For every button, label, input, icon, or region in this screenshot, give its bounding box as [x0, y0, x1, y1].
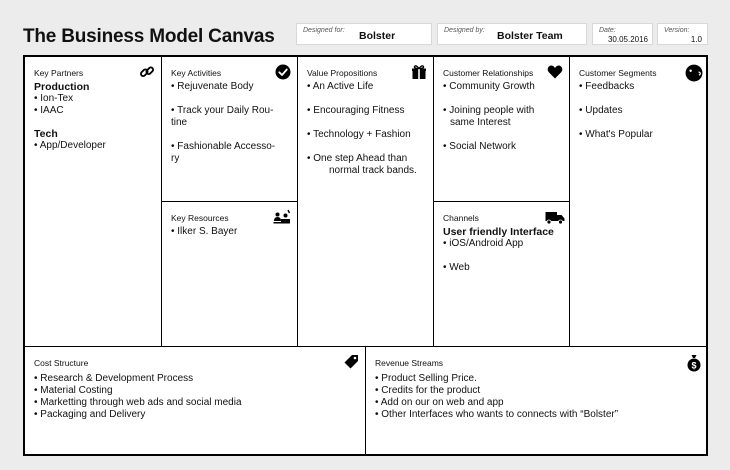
face-icon	[685, 64, 703, 82]
list-item: • What's Popular	[579, 129, 653, 140]
list-item: • Rejuvenate Body	[171, 81, 254, 92]
date-label: Date:	[599, 27, 616, 34]
list-item: • Updates	[579, 105, 623, 116]
list-item: • One step Ahead than	[307, 153, 408, 164]
list-item: • An Active Life	[307, 81, 374, 92]
check-icon	[275, 64, 291, 80]
list-item: • Packaging and Delivery	[34, 409, 146, 420]
cost-structure-block[interactable]	[25, 347, 366, 454]
list-item: • IAAC	[34, 105, 64, 116]
customer-segments-block[interactable]	[570, 57, 708, 347]
date-box[interactable]	[592, 23, 653, 45]
customer-relationships-block[interactable]	[434, 57, 570, 202]
designed-for-label: Designed for:	[303, 27, 345, 34]
list-item: • Product Selling Price.	[375, 373, 477, 384]
list-item: • Credits for the product	[375, 385, 481, 396]
list-item: • Technology + Fashion	[307, 129, 411, 140]
list-item: • Research & Development Process	[34, 373, 194, 384]
list-item: ry	[171, 153, 180, 164]
value-propositions-title: Value Propositions	[307, 68, 378, 78]
version-value: 1.0	[690, 35, 702, 44]
list-item: • Material Costing	[34, 385, 113, 396]
channels-heading: User friendly Interface	[443, 226, 554, 238]
list-item: • Ilker S. Bayer	[171, 226, 238, 237]
list-item: normal track bands.	[329, 165, 417, 176]
list-item: • Fashionable Accesso-	[171, 141, 276, 152]
truck-icon	[545, 209, 565, 225]
heart-icon	[547, 64, 563, 80]
list-item: • Marketting through web ads and social media	[34, 397, 242, 408]
key-partners-block[interactable]	[25, 57, 162, 347]
version-label: Version:	[664, 27, 690, 34]
money-bag-icon	[686, 354, 702, 372]
key-activities-block[interactable]	[162, 57, 298, 202]
key-resources-block[interactable]	[162, 202, 298, 347]
designed-for-value: Bolster	[359, 30, 396, 42]
cost-structure-title: Cost Structure	[34, 358, 89, 368]
gift-icon	[411, 64, 427, 80]
list-item: • Ion-Tex	[34, 93, 74, 104]
list-item: • Community Growth	[443, 81, 535, 92]
list-item: same Interest	[450, 117, 511, 128]
value-propositions-block[interactable]	[298, 57, 434, 347]
worker-icon	[273, 209, 291, 225]
list-item: • iOS/Android App	[443, 238, 524, 249]
version-box[interactable]	[657, 23, 708, 45]
channels-block[interactable]	[434, 202, 570, 347]
svg-text:$: $	[691, 360, 697, 371]
link-icon	[139, 64, 155, 80]
revenue-streams-title: Revenue Streams	[375, 358, 444, 368]
key-activities-title: Key Activities	[171, 68, 222, 78]
list-item: • Social Network	[443, 141, 516, 152]
list-item: • Encouraging Fitness	[307, 105, 405, 116]
list-item: • Joining people with	[443, 105, 535, 116]
designed-by-value: Bolster Team	[497, 30, 563, 42]
date-value: 30.05.2016	[607, 35, 648, 44]
list-item: • Web	[443, 262, 470, 273]
list-item: tine	[171, 117, 188, 128]
designed-by-box[interactable]	[437, 23, 587, 45]
designed-for-box[interactable]	[296, 23, 432, 45]
customer-segments-title: Customer Segments	[579, 68, 657, 78]
channels-title: Channels	[443, 213, 479, 223]
customer-relationships-title: Customer Relationships	[443, 68, 534, 78]
tech-heading: Tech	[34, 128, 58, 140]
list-item: • Feedbacks	[579, 81, 635, 92]
key-partners-title: Key Partners	[34, 68, 84, 78]
list-item: • App/Developer	[34, 140, 106, 151]
list-item: • Track your Daily Rou-	[171, 105, 274, 116]
revenue-streams-block[interactable]	[366, 347, 708, 454]
designed-by-label: Designed by:	[444, 27, 485, 34]
list-item: • Other Interfaces who wants to connects with “Bolster”	[375, 409, 619, 420]
list-item: • Add on our on web and app	[375, 397, 504, 408]
page-title: The Business Model Canvas	[23, 26, 275, 47]
key-resources-title: Key Resources	[171, 213, 229, 223]
production-heading: Production	[34, 81, 90, 93]
business-model-canvas	[23, 55, 708, 456]
tag-icon	[343, 354, 359, 370]
